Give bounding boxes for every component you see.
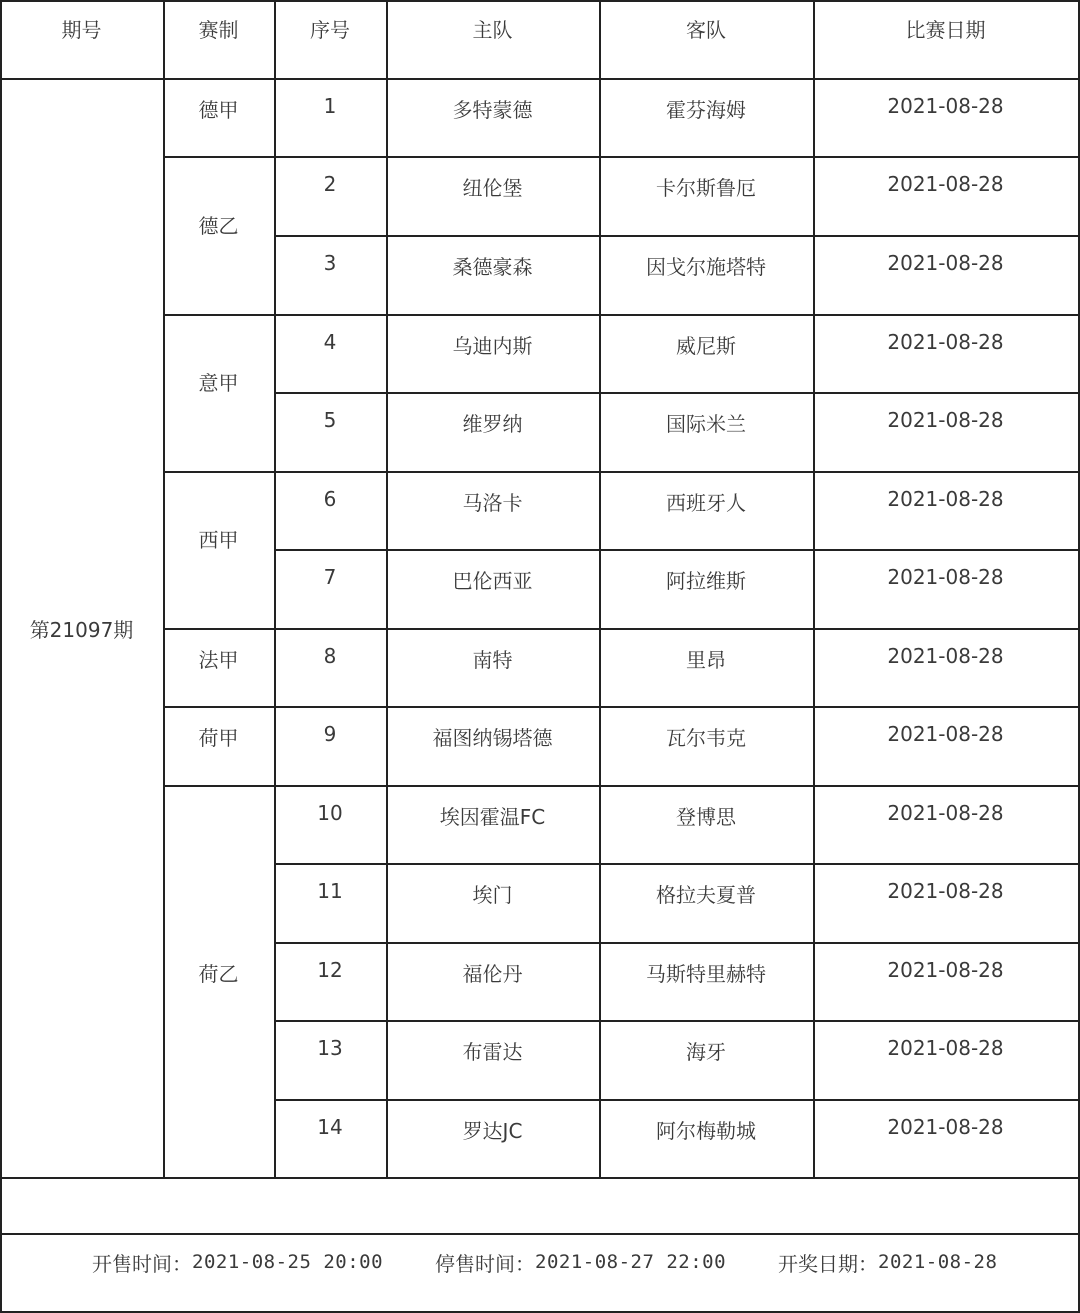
home-team: 纽伦堡 [462,176,523,200]
sale-start-label: 开售时间： [92,1251,192,1276]
home-team: 多特蒙德 [452,98,533,122]
match-date: 2021-08-28 [887,958,1004,982]
header-issue: 期号 [61,18,102,42]
match-number: 9 [323,722,337,746]
away-team: 瓦尔韦克 [666,726,746,750]
home-team: 马洛卡 [462,491,523,515]
sale-stop [435,1234,726,1290]
draw-date-label: 开奖日期： [778,1251,878,1276]
away-team: 国际米兰 [666,412,746,436]
match-number: 4 [323,330,337,354]
away-team: 威尼斯 [676,334,736,358]
match-number: 2 [323,172,337,196]
match-number: 10 [317,801,343,825]
match-number: 14 [317,1115,343,1139]
match-date: 2021-08-28 [887,644,1004,668]
away-team: 阿拉维斯 [666,569,746,593]
match-date: 2021-08-28 [887,251,1004,275]
league-cell: 法甲 [198,648,239,672]
league-cell: 意甲 [198,370,239,395]
match-number: 11 [317,879,343,903]
home-team: 桑德豪森 [452,255,533,279]
home-team: 埃因霍温FC [439,805,546,829]
match-number: 8 [323,644,337,668]
match-date: 2021-08-28 [887,408,1004,432]
away-team: 马斯特里赫特 [646,962,766,986]
away-team: 因戈尔施塔特 [646,255,766,279]
header-number: 序号 [310,18,350,42]
league-cell: 德甲 [198,98,239,122]
away-team: 阿尔梅勒城 [656,1119,756,1143]
away-team: 格拉夫夏普 [656,883,756,907]
match-number: 5 [323,408,337,432]
draw-date [778,1234,997,1290]
sale-start [92,1234,383,1290]
away-team: 海牙 [686,1040,726,1064]
match-date: 2021-08-28 [887,487,1004,511]
header-away-team: 客队 [686,18,726,42]
away-team: 西班牙人 [666,491,746,515]
match-number: 12 [317,958,343,982]
home-team: 巴伦西亚 [452,569,533,593]
match-number: 13 [317,1036,343,1060]
home-team: 维罗纳 [462,412,523,436]
away-team: 卡尔斯鲁厄 [656,176,756,200]
draw-date-value: 2021-08-28 [878,1251,998,1273]
table-body-bottom [0,1177,1080,1179]
match-date: 2021-08-28 [887,879,1004,903]
sale-stop-value: 2021-08-27 22:00 [535,1251,727,1273]
match-date: 2021-08-28 [887,1115,1004,1139]
away-team: 里昂 [686,648,726,672]
home-team: 乌迪内斯 [452,334,533,358]
match-date: 2021-08-28 [887,94,1004,118]
league-cell: 荷甲 [198,726,239,750]
home-team: 南特 [472,648,513,672]
away-team: 登博思 [676,805,736,829]
sale-start-value: 2021-08-25 20:00 [192,1251,384,1273]
match-number: 7 [323,565,337,589]
match-date: 2021-08-28 [887,172,1004,196]
match-date: 2021-08-28 [887,330,1004,354]
home-team: 福伦丹 [462,962,523,986]
home-team: 福图纳锡塔德 [432,726,553,750]
home-team: 罗达JC [462,1119,523,1143]
home-team: 布雷达 [462,1040,523,1064]
match-number: 6 [323,487,337,511]
header-match-date: 比赛日期 [905,18,986,42]
match-date: 2021-08-28 [887,801,1004,825]
away-team: 霍芬海姆 [666,98,746,122]
match-date: 2021-08-28 [887,565,1004,589]
match-date: 2021-08-28 [887,722,1004,746]
home-team: 埃门 [472,883,513,907]
match-number: 1 [323,94,337,118]
sale-stop-label: 停售时间： [435,1251,535,1276]
match-date: 2021-08-28 [887,1036,1004,1060]
league-cell: 德乙 [198,213,239,238]
header-league: 赛制 [198,18,239,42]
league-cell: 西甲 [198,527,239,552]
header-home-team: 主队 [472,18,513,42]
issue-number: 第21097期 [29,618,134,642]
match-number: 3 [323,251,337,275]
league-cell: 荷乙 [198,961,239,986]
